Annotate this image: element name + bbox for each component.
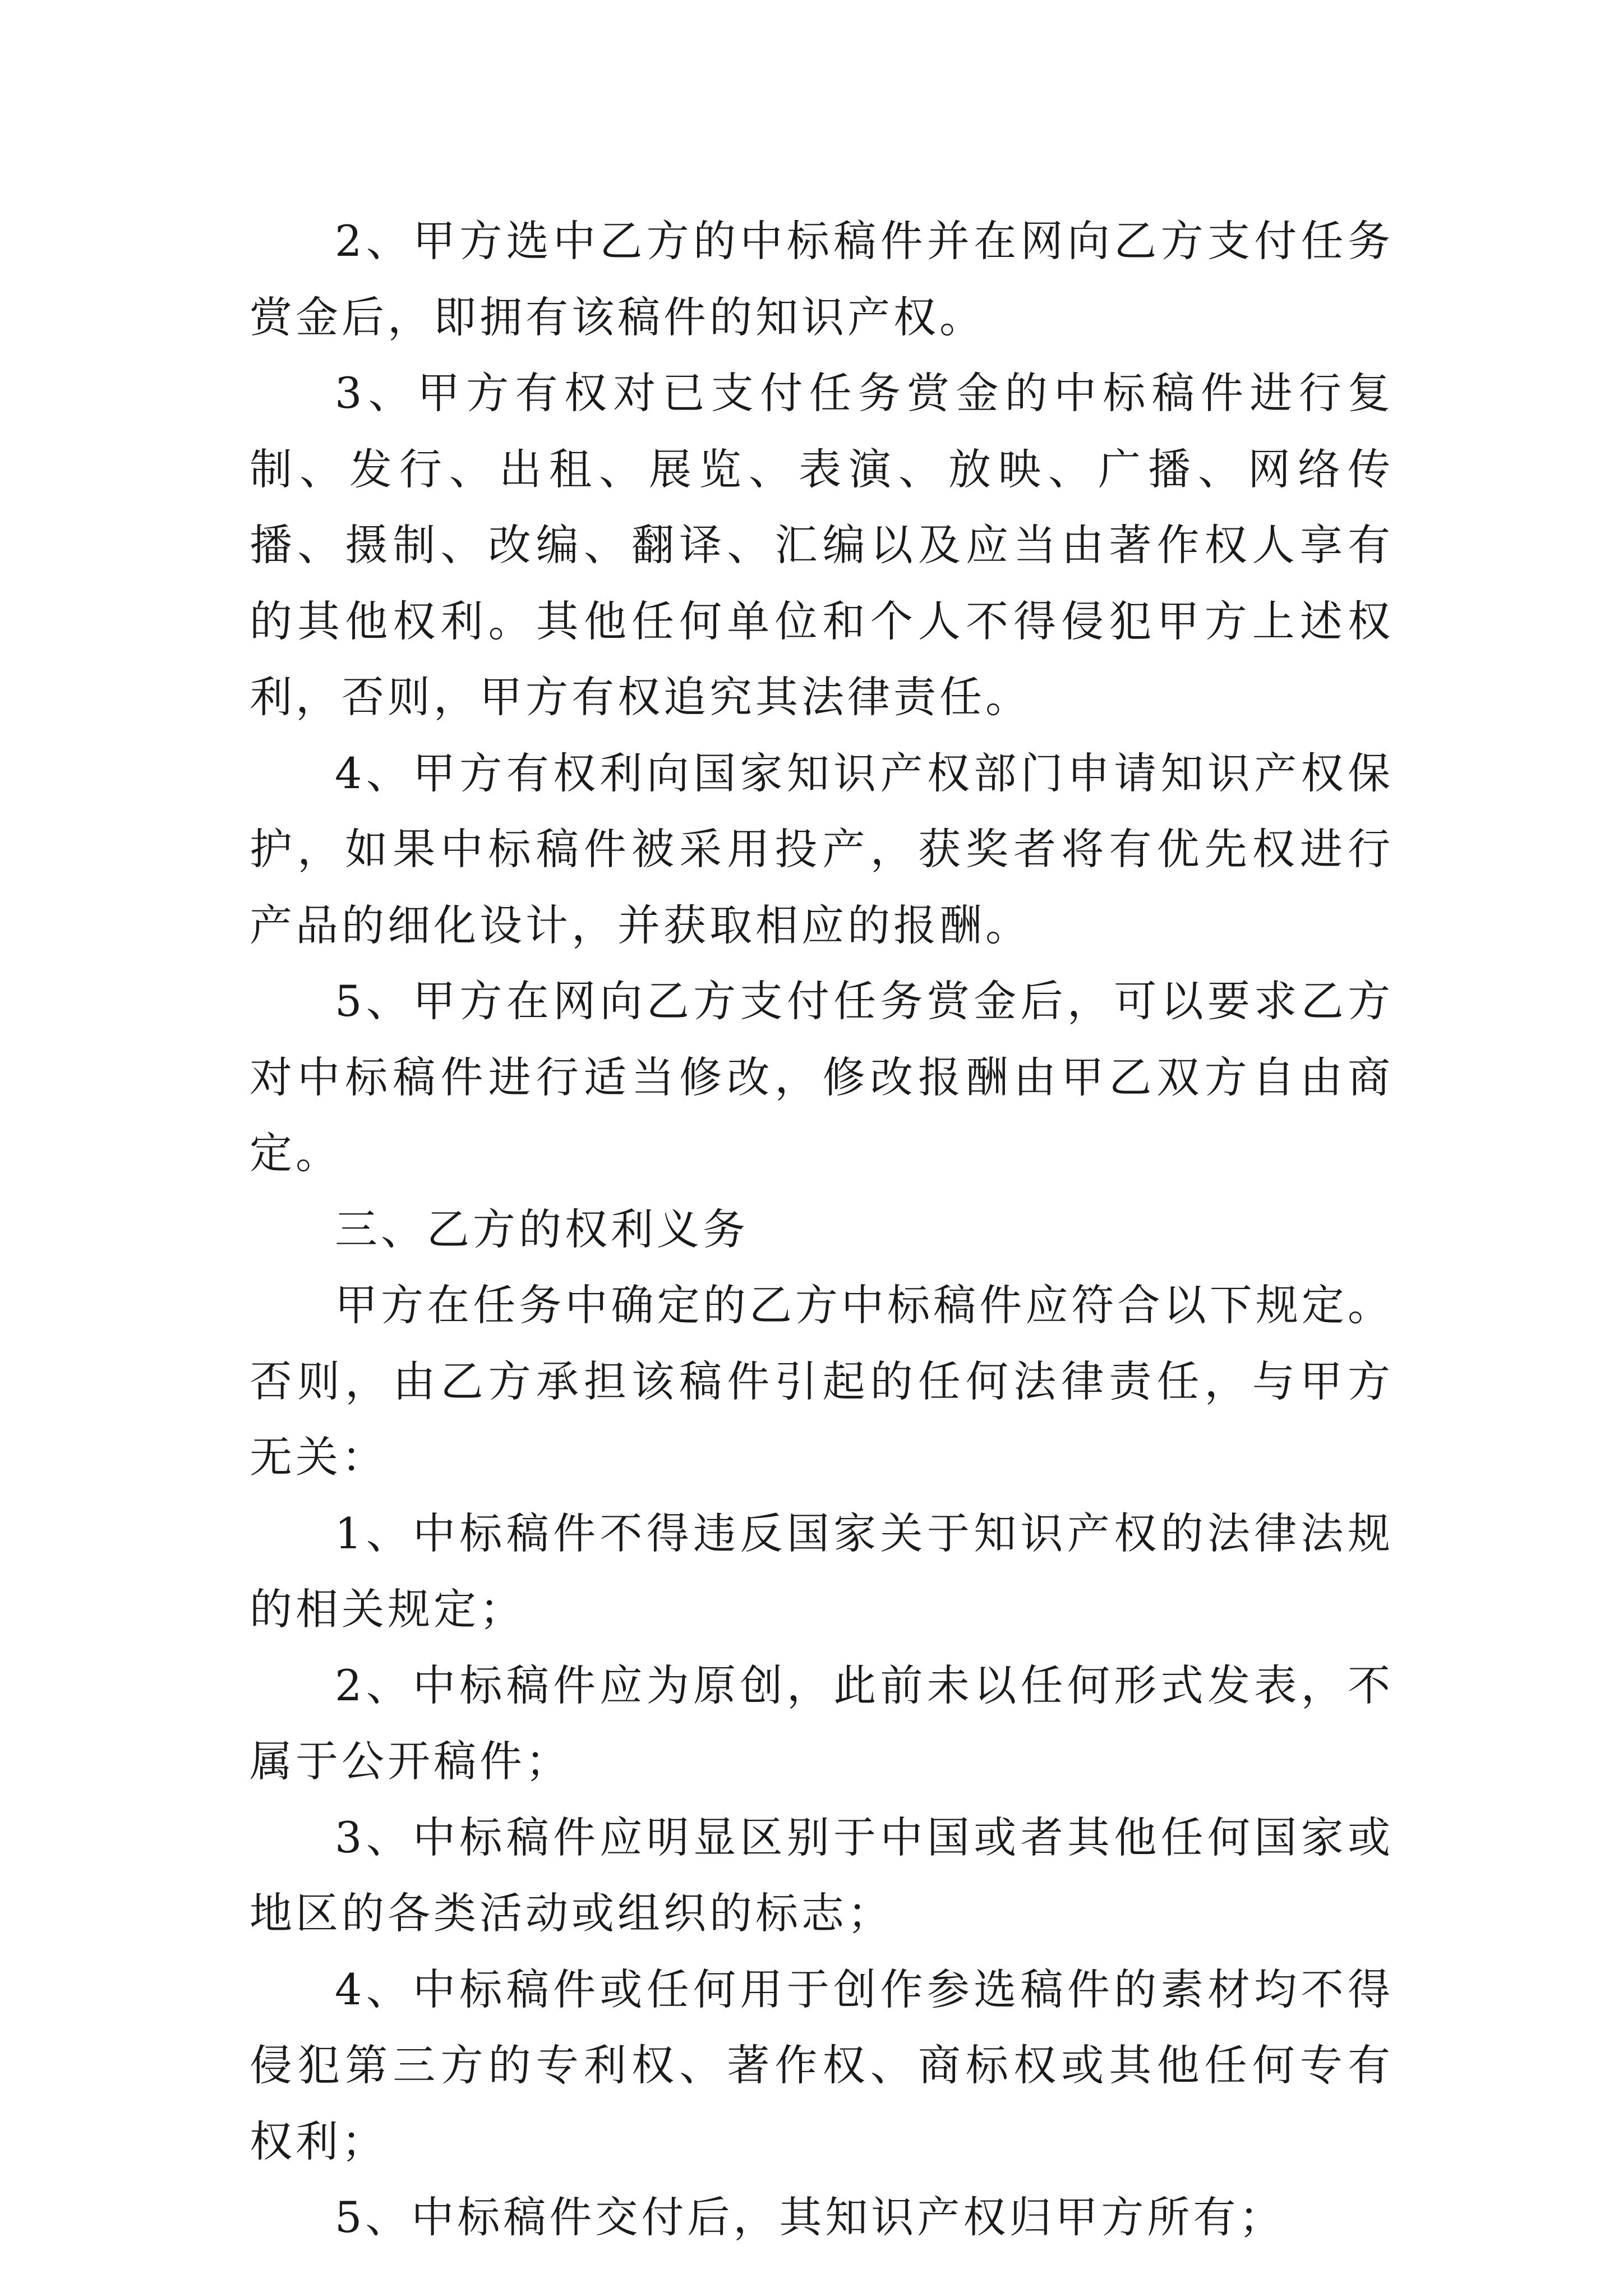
paragraph-intro-party-b: 甲方在任务中确定的乙方中标稿件应符合以下规定。否则，由乙方承担该稿件引起的任何法律责任，与甲方无关： bbox=[250, 1280, 1394, 1482]
paragraph-clause-2: 2、甲方选中乙方的中标稿件并在网向乙方支付任务赏金后，即拥有该稿件的知识产权。 bbox=[250, 216, 1394, 342]
paragraph-clause-3: 3、甲方有权对已支付任务赏金的中标稿件进行复制、发行、出租、展览、表演、放映、广播、网络传播、摄制、改编、翻译、汇编以及应当由著作权人享有的其他权利。其他任何单位和个人不得侵犯甲方上述权利，否则，甲方有权追究其法律责任。 bbox=[250, 368, 1394, 722]
paragraph-party-b-1: 1、中标稿件不得违反国家关于知识产权的法律法规的相关规定； bbox=[250, 1508, 1394, 1634]
paragraph-party-b-2: 2、中标稿件应为原创，此前未以任何形式发表，不属于公开稿件； bbox=[250, 1660, 1394, 1786]
section-heading-party-b: 三、乙方的权利义务 bbox=[335, 1204, 749, 1254]
paragraph-clause-5: 5、甲方在网向乙方支付任务赏金后，可以要求乙方对中标稿件进行适当修改，修改报酬由甲乙双方自由商定。 bbox=[250, 976, 1394, 1178]
paragraph-party-b-3: 3、中标稿件应明显区别于中国或者其他任何国家或地区的各类活动或组织的标志； bbox=[250, 1812, 1394, 1938]
paragraph-clause-4: 4、甲方有权利向国家知识产权部门申请知识产权保护，如果中标稿件被采用投产，获奖者将有优先权进行产品的细化设计，并获取相应的报酬。 bbox=[250, 748, 1394, 950]
document-body bbox=[250, 203, 1394, 2256]
paragraph-party-b-4: 4、中标稿件或任何用于创作参选稿件的素材均不得侵犯第三方的专利权、著作权、商标权或其他任何专有权利； bbox=[250, 1964, 1394, 2166]
paragraph-party-b-5: 5、中标稿件交付后，其知识产权归甲方所有； bbox=[335, 2192, 1285, 2242]
